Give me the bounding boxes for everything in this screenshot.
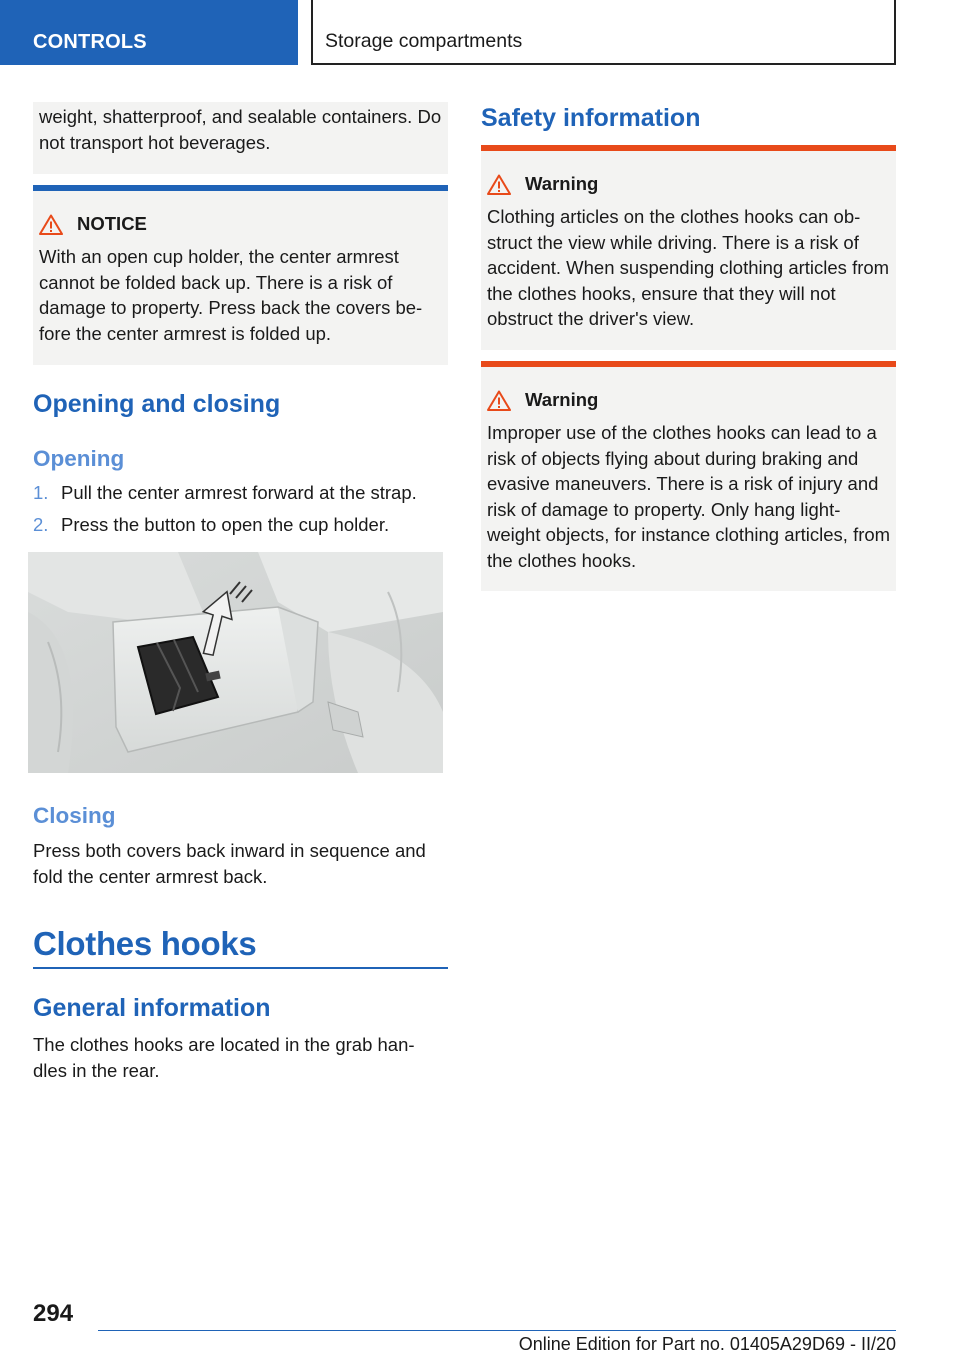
warning-text: Clothing articles on the clothes hooks can ob‐ struct the view while driving. There is a risk of accident. When suspending clothing articles from the clothes hooks, ensure that they will not obstruct the driver's view.	[487, 206, 890, 329]
continued-info-text: weight, shatterproof, and sealable containers. Do not transport hot beverages.	[39, 106, 442, 153]
warning-triangle-icon	[487, 174, 511, 195]
warning-triangle-icon	[39, 214, 63, 235]
warning-label: Warning	[525, 389, 599, 410]
page-title: Storage compartments	[325, 30, 523, 52]
safety-info-heading: Safety information	[481, 104, 701, 132]
page-number: 294	[33, 1300, 74, 1327]
general-info-heading: General information	[33, 994, 271, 1022]
notice-content	[39, 212, 444, 346]
footer-edition: Online Edition for Part no. 01405A29D69 - II/20	[518, 1334, 896, 1354]
closing-heading: Closing	[33, 803, 116, 828]
warning-content	[487, 172, 892, 332]
step-item	[33, 480, 448, 512]
warning-content	[487, 388, 892, 573]
notice-header	[39, 212, 444, 236]
warning-label: Warning	[525, 173, 599, 194]
armrest-photo	[28, 552, 443, 773]
warning-triangle-icon	[487, 390, 511, 411]
warning-header	[487, 388, 892, 412]
opening-closing-heading: Opening and closing	[33, 390, 281, 418]
warning-header	[487, 172, 892, 196]
closing-text: Press both covers back inward in sequence and fold the center armrest back.	[33, 840, 426, 887]
step-text: Press the button to open the cup holder.	[61, 514, 390, 535]
notice-label: NOTICE	[77, 213, 147, 234]
clothes-hooks-heading: Clothes hooks	[33, 925, 257, 962]
section-tab: CONTROLS	[0, 0, 298, 65]
step-number: 1.	[33, 482, 49, 503]
opening-steps	[33, 480, 448, 544]
step-number: 2.	[33, 514, 49, 535]
notice-text: With an open cup holder, the center armrest cannot be folded back up. There is a risk of damage to property. Press back the covers be‐ fore the center armrest is folded up.	[39, 246, 423, 344]
warning-text: Improper use of the clothes hooks can lead to a risk of objects flying about during braking and evasive maneuvers. There is a risk of injury and risk of damage to property. Only hang light‐ weight objects, for instance clothing articles, from the clothes hooks.	[487, 422, 891, 571]
center-armrest-cup-holder-photo	[28, 552, 443, 773]
step-text: Pull the center armrest forward at the strap.	[61, 482, 417, 503]
heading-underline	[33, 967, 448, 969]
opening-heading: Opening	[33, 446, 125, 471]
footer-rule	[98, 1330, 896, 1331]
step-item	[33, 512, 448, 544]
general-info-text: The clothes hooks are located in the grab han‐ dles in the rear.	[33, 1034, 415, 1081]
